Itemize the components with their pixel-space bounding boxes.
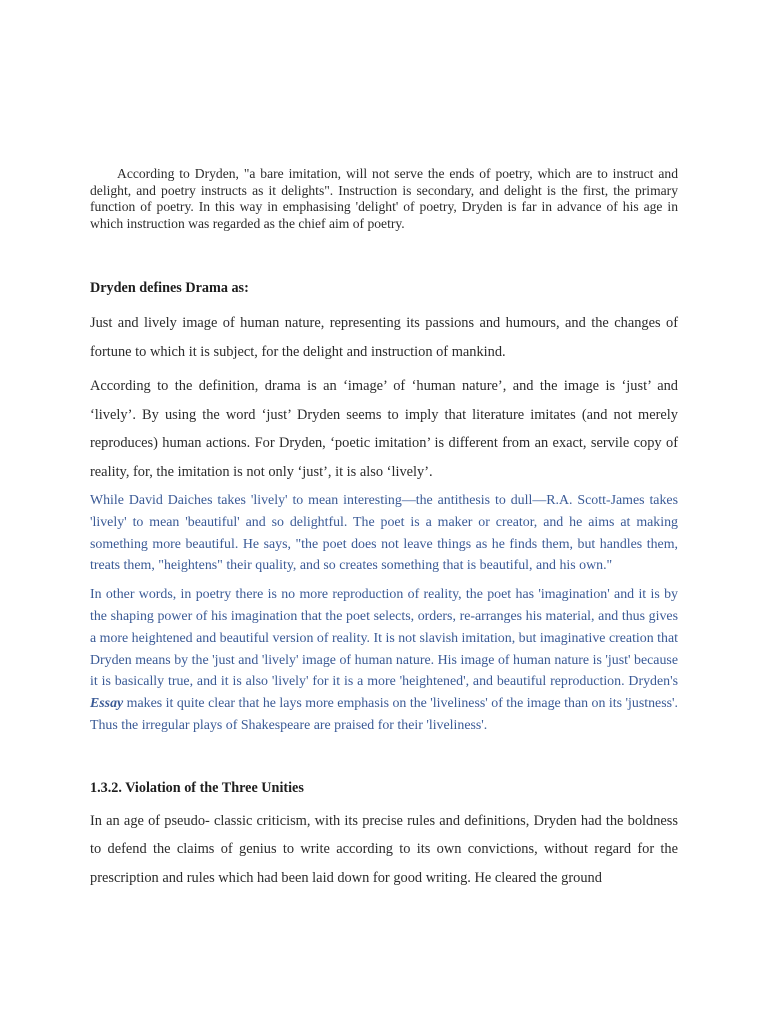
daiches-paragraph: While David Daiches takes 'lively' to mean interesting—the antithesis to dull—R.A. Scott-James takes 'lively' to mean 'beautiful' and so delightful. The poet is a maker or creator, and he aims at making something more beautiful. He says, "the poet does not leave things as he finds them, but handles them, treats them, "heightens" their quality, and so creates something that is beautiful, and his own." [90, 493, 678, 574]
unities-section-heading: 1.3.2. Violation of the Three Unities [90, 779, 304, 796]
drama-definition-paragraph: Just and lively image of human nature, representing its passions and humours, and the changes of fortune to which it is subject, for the delight and instruction of mankind. [90, 315, 678, 360]
drama-definition-heading: Dryden defines Drama as: [90, 280, 249, 296]
definition-analysis-paragraph: According to the definition, drama is an ‘image’ of ‘human nature’, and the image is ‘just’ and ‘lively’. By using the word ‘just’ Dryden seems to imply that literature imitates (and not merely reproduces) human actions. For Dryden, ‘poetic imitation’ is different from an exact, servile copy of reality, for, the imitation is not only ‘just’, it is also ‘lively’. [90, 378, 678, 480]
unities-paragraph: In an age of pseudo- classic criticism, with its precise rules and definitions, Dryden had the boldness to defend the claims of genius to write according to its own convictions, without regard for the prescription and rules which had been laid down for good writing. He cleared the ground [90, 812, 678, 886]
essay-emphasis: Essay [90, 696, 124, 712]
imagination-text-before: In other words, in poetry there is no more reproduction of reality, the poet has 'imagination' and it is by the shaping power of his imagination that the poet selects, orders, re-arranges his material, and thus gives a more heightened and beautiful version of reality. It is not slavish imitation, but imaginative creation that Dryden means by the 'just and 'lively' image of human nature. His image of human nature is 'just' because it is basically true, and it is also 'lively' for it is a more 'heightened', and beautiful reproduction. Dryden's [90, 587, 678, 690]
intro-paragraph: According to Dryden, "a bare imitation, will not serve the ends of poetry, which are to instruct and delight, and poetry instructs as it delights". Instruction is secondary, and delight is the first, the primary function of poetry. In this way in emphasising 'delight' of poetry, Dryden is far in advance of his age in which instruction was regarded as the chief aim of poetry. [90, 166, 678, 231]
document-page [90, 166, 678, 892]
imagination-text-after: makes it quite clear that he lays more emphasis on the 'liveliness' of the image than on its 'justness'. Thus the irregular plays of Shakespeare are praised for their 'liveliness'. [90, 696, 678, 733]
imagination-paragraph [90, 584, 678, 737]
